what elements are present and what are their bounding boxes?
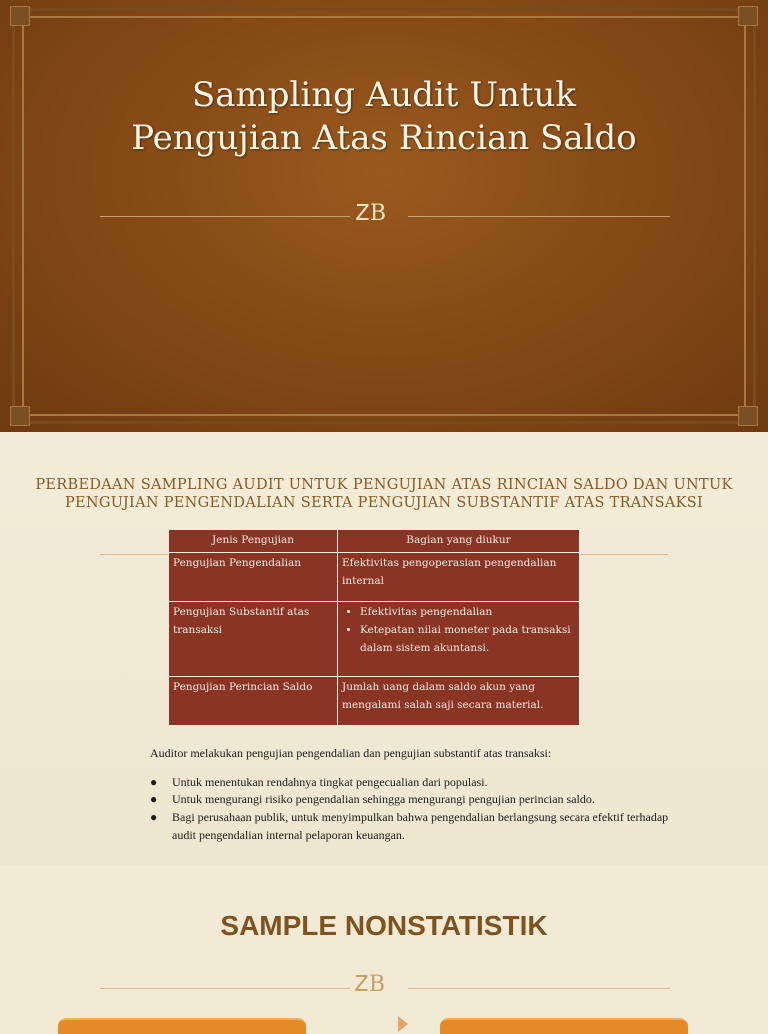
table-cell-jenis: Pengujian Pengendalian: [169, 553, 338, 602]
slide-title-line-2: Pengujian Atas Rincian Saldo: [131, 118, 637, 158]
divider-line-right: [408, 988, 670, 989]
comparison-table: [168, 529, 580, 726]
divider-line-left: [100, 554, 168, 555]
ornament-line-left: [100, 216, 350, 217]
divider-line-left: [100, 988, 350, 989]
frame-corner-top-left: [10, 6, 30, 26]
comparison-heading-line-2: PENGUJIAN PENGENDALIAN SERTA PENGUJIAN SUBSTANTIF ATAS TRANSAKSI: [64, 495, 703, 511]
ornament-line-right: [408, 216, 670, 217]
intro-paragraph: Auditor melakukan pengujian pengendalian dan pengujian substantif atas transaksi:: [150, 746, 552, 760]
frame-corner-bottom-left: [10, 406, 30, 426]
list-item-text: Untuk mengurangi risiko pengendalian sehingga mengurangi pengujian perincian saldo.: [172, 792, 595, 806]
table-row: [169, 677, 580, 726]
table-cell-list: [342, 603, 575, 657]
list-item: [150, 809, 670, 844]
slide-title-line-1: Sampling Audit Untuk: [191, 75, 577, 115]
list-item: [150, 791, 670, 809]
list-item: [150, 774, 670, 792]
table-row: [169, 553, 580, 602]
divider-line-right: [580, 554, 668, 555]
table-cell-list-item: • Efektivitas pengendalian: [360, 603, 575, 621]
table-row: [169, 602, 580, 677]
frame-corner-bottom-right: [738, 406, 758, 426]
title-slide: [0, 0, 768, 432]
section-title: SAMPLE NONSTATISTIK: [220, 910, 548, 941]
nonstatistik-slide: [0, 866, 768, 1024]
comparison-heading-line-1: PERBEDAAN SAMPLING AUDIT UNTUK PENGUJIAN ATAS RINCIAN SALDO DAN UNTUK: [35, 477, 733, 493]
table-header-cell: Bagian yang diukur: [338, 530, 580, 553]
bullet-dot-icon: ●: [150, 810, 158, 824]
bullet-dot-icon: ●: [150, 792, 158, 806]
frame-corner-top-right: [738, 6, 758, 26]
ornament-glyph: ᏃB: [355, 972, 386, 997]
list-item-text: Untuk menentukan rendahnya tingkat pengecualian dari populasi.: [172, 775, 488, 789]
arrow-right-icon: [398, 1016, 408, 1032]
table-cell-jenis: Pengujian Substantif atas transaksi: [169, 602, 338, 677]
table-cell-list-item: • Ketepatan nilai moneter pada transaksi dalam sistem akuntansi.: [360, 621, 575, 657]
table-header-row: [169, 530, 580, 553]
bullet-dot-icon: ●: [150, 775, 158, 789]
list-item-text: Bagi perusahaan publik, untuk menyimpulkan bahwa pengendalian berlangsung secara efektif terhadap audit pengendalian internal pelaporan keuangan.: [172, 810, 669, 842]
process-box-right: [440, 1018, 688, 1034]
table-cell-bagian: Jumlah uang dalam saldo akun yang mengalami salah saji secara material.: [338, 677, 580, 726]
table-cell-bagian: Efektivitas pengoperasian pengendalian internal: [338, 553, 580, 602]
slide-title: [0, 74, 768, 160]
comparison-heading: [20, 476, 748, 512]
table-cell-jenis: Pengujian Perincian Saldo: [169, 677, 338, 726]
ornament-glyph: ᏃB: [356, 201, 387, 226]
table-cell-bagian: [338, 602, 580, 677]
table-header-cell: Jenis Pengujian: [169, 530, 338, 553]
process-box-left: [58, 1018, 306, 1034]
comparison-slide: [0, 432, 768, 866]
